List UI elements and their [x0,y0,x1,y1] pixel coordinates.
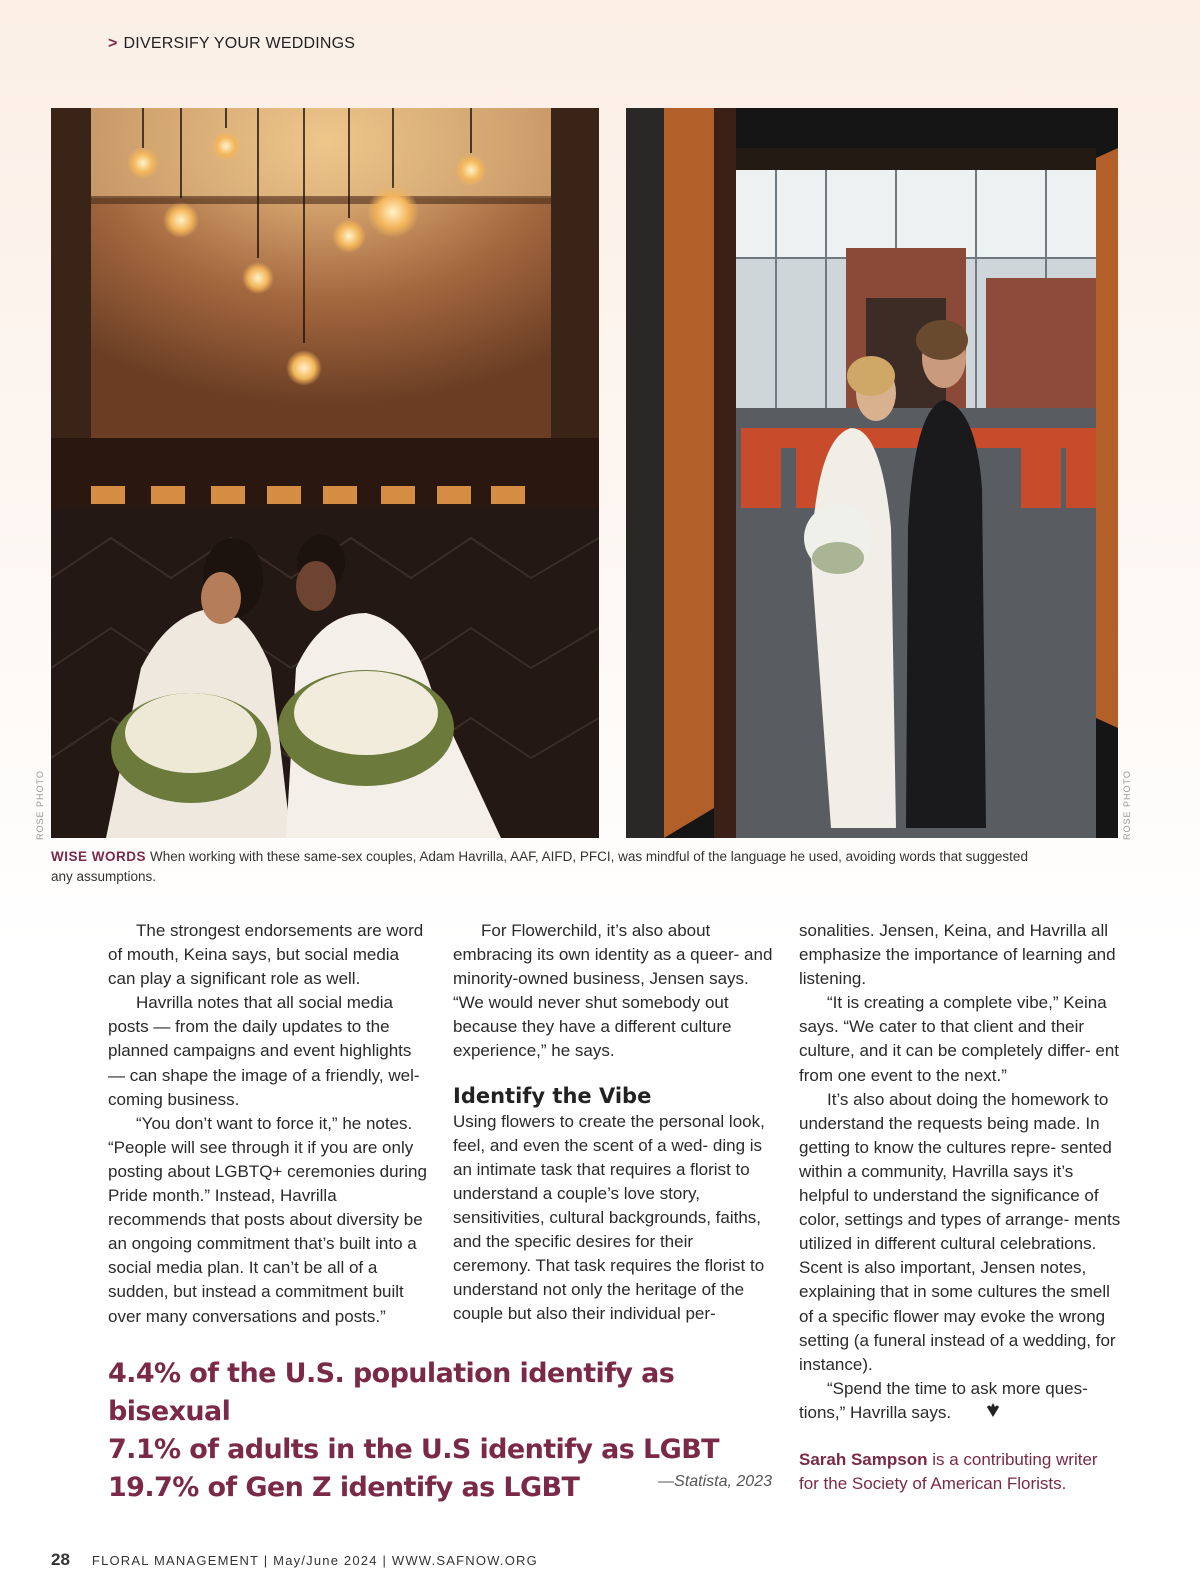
footer-text: FLORAL MANAGEMENT | May/June 2024 | WWW.SAFNOW.ORG [91,1553,538,1568]
stats-source: —Statista, 2023 [658,1473,772,1490]
paragraph: Using flowers to create the personal look, feel, and even the scent of a wed- ding is an intimate task that requires a florist to understand a couple’s love story, sensitivities, cultural backgrounds, faiths, and the specific desires for their ceremony. That task requires the florist to understand not only the heritage of the couple but also their individual per- [453,1111,765,1324]
section-header [108,35,355,53]
caption-lead: WISE WORDS [51,849,146,864]
paragraph-final-text: “Spend the time to ask more ques- tions,” Havrilla says. [799,1378,1088,1422]
stat-line: 7.1% of adults in the U.S identify as LGBT [108,1434,720,1465]
photo-two-brides [51,108,599,838]
paragraph: For Flowerchild, it’s also about embracing its own identity as a queer- and minority-owned business, Jensen says. “We would never shut somebody out because they have a different culture experience,” he says. [453,921,773,1061]
photo-two-brides-illustration [51,108,599,838]
page-footer [51,1550,538,1570]
photo-credit-right: ROSE PHOTO [1122,770,1132,840]
article-column-3 [799,919,1121,1426]
page-number: 28 [51,1550,70,1569]
paragraph-final [799,1377,1121,1426]
section-header-label: DIVERSIFY YOUR WEDDINGS [123,35,356,52]
paragraph: sonalities. Jensen, Keina, and Havrilla all emphasize the importance of learning and listening. [799,921,1116,989]
paragraph: Havrilla notes that all social media posts — from the daily updates to the planned campaigns and event highlights — can shape the image of a friendly, wel- coming business. [108,993,420,1109]
section-subhead: Identify the Vibe [453,1083,652,1108]
paragraph: It’s also about doing the homework to understand the requests being made. In getting to know the cultures repre- sented within a community, Havrilla says it’s helpful to understand the significance of color, settings and types of arrange- ments utilized in different cultural celebrations. Scent is also important, Jensen notes, explaining that in some cultures the smell of a specific flower may evoke the wrong setting (a funeral instead of a wedding, for instance). [799,1089,1121,1374]
stat-line: 4.4% of the U.S. population identify as bisexual [108,1358,675,1427]
paragraph: “It is creating a complete vibe,” Keina says. “We cater to that client and their culture, and it can be completely differ- ent from one event to the next.” [799,993,1120,1085]
caption-text: When working with these same-sex couples, Adam Havrilla, AAF, AIFD, PFCI, was mindful of the language he used, avoiding words that suggested any assumptions. [51,849,1028,884]
author-name: Sarah Sampson [799,1450,928,1469]
end-mark-icon [956,1401,1002,1426]
photo-couple-doorway [626,108,1118,838]
stat-line: 19.7% of Gen Z identify as LGBT [108,1472,580,1503]
photo-caption [51,847,1051,887]
article-column-2 [453,919,775,1327]
paragraph: The strongest endorsements are word of mouth, Keina says, but social media can play a significant role as well. [108,921,424,989]
photo-couple-doorway-illustration [626,108,1118,838]
article-column-1 [108,919,430,1329]
author-bio-text: is a contributing writer for the Society of American Florists. [799,1450,1098,1493]
paragraph: “You don’t want to force it,” he notes. “People will see through it if you are only posting about LGBTQ+ ceremonies during Pride month.” Instead, Havrilla recommends that posts about diversity be an ongoing commitment that’s built into a social media plan. It can’t be all of a sudden, but instead a commitment built over many conversations and posts.” [108,1113,427,1326]
author-bio [799,1448,1121,1496]
photo-credit-left: ROSE PHOTO [35,770,45,840]
chevron-right-icon: > [108,35,118,52]
